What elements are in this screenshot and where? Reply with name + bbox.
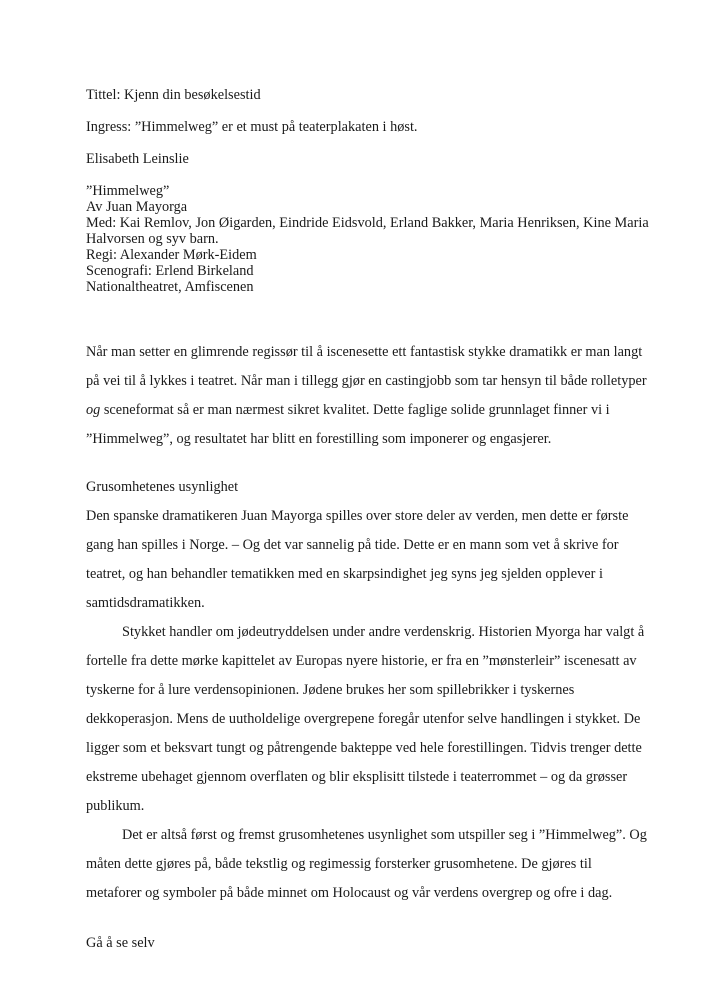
intro-italic-word: og	[86, 402, 101, 418]
title-line: Tittel: Kjenn din besøkelsestid	[86, 87, 261, 103]
section-paragraph-1: Den spanske dramatikeren Juan Mayorga spilles over store deler av verden, men dette er første gang han spilles i Norge. – Og det var sannelig på tide. Dette er en mann som vet å skrive for teatret, og han behandler tematikken med en skarpsindighet jeg syns jeg sjelden opplever i samtidsdramatikken.	[86, 508, 629, 611]
production-cast: Med: Kai Remlov, Jon Øigarden, Eindride Eidsvold, Erland Bakker, Maria Henriksen, Kine Maria Halvorsen og syv barn.	[86, 215, 649, 247]
production-credits	[86, 183, 650, 295]
production-playwright: Av Juan Mayorga	[86, 199, 188, 215]
intro-paragraph	[86, 338, 650, 454]
intro-text-after-italic: sceneformat så er man nærmest sikret kvalitet. Dette faglige solide grunnlaget finner vi i ”Himmelweg”, og resultatet har blitt en forestilling som imponerer og engasjerer.	[86, 402, 610, 447]
closing-line: Gå å se selv	[86, 935, 155, 951]
section-heading: Grusomhetenes usynlighet	[86, 479, 239, 495]
production-venue: Nationaltheatret, Amfiscenen	[86, 279, 254, 295]
document-content	[86, 87, 650, 958]
intro-text-before-italic: Når man setter en glimrende regissør til å iscenesette ett fantastisk stykke dramatikk er man langt på vei til å lykkes i teatret. Når man i tillegg gjør en castingjobb som tar hensyn til både rolletyper	[86, 344, 647, 389]
section-paragraph-3: Det er altså først og fremst grusomhetenes usynlighet som utspiller seg i ”Himmelweg”. Og måten dette gjøres på, både tekstlig og regimessig forsterker grusomhetene. De gjøres til metaforer og symboler på både minnet om Holocaust og vår verdens overgrep og ofre i dag.	[86, 827, 647, 901]
byline: Elisabeth Leinslie	[86, 151, 189, 167]
production-director: Regi: Alexander Mørk-Eidem	[86, 247, 257, 263]
section-paragraph-2: Stykket handler om jødeutryddelsen under andre verdenskrig. Historien Myorga har valgt å fortelle fra dette mørke kapittelet av Europas nyere historie, er fra en ”mønsterleir” iscenesatt av tyskerne for å lure verdensopinionen. Jødene brukes her som spillebrikker i tyskernes dekkoperasjon. Mens de uutholdelige overgrepene foregår utenfor selve handlingen i stykket. De ligger som et beksvart tungt og påtrengende bakteppe ved hele forestillingen. Tidvis trenger dette ekstreme ubehaget gjennom overflaten og blir eksplisitt tilstede i teaterrommet – og da grøsser publikum.	[86, 624, 645, 814]
production-title: ”Himmelweg”	[86, 183, 170, 199]
ingress-line: Ingress: ”Himmelweg” er et must på teaterplakaten i høst.	[86, 119, 418, 135]
production-scenography: Scenografi: Erlend Birkeland	[86, 263, 254, 279]
